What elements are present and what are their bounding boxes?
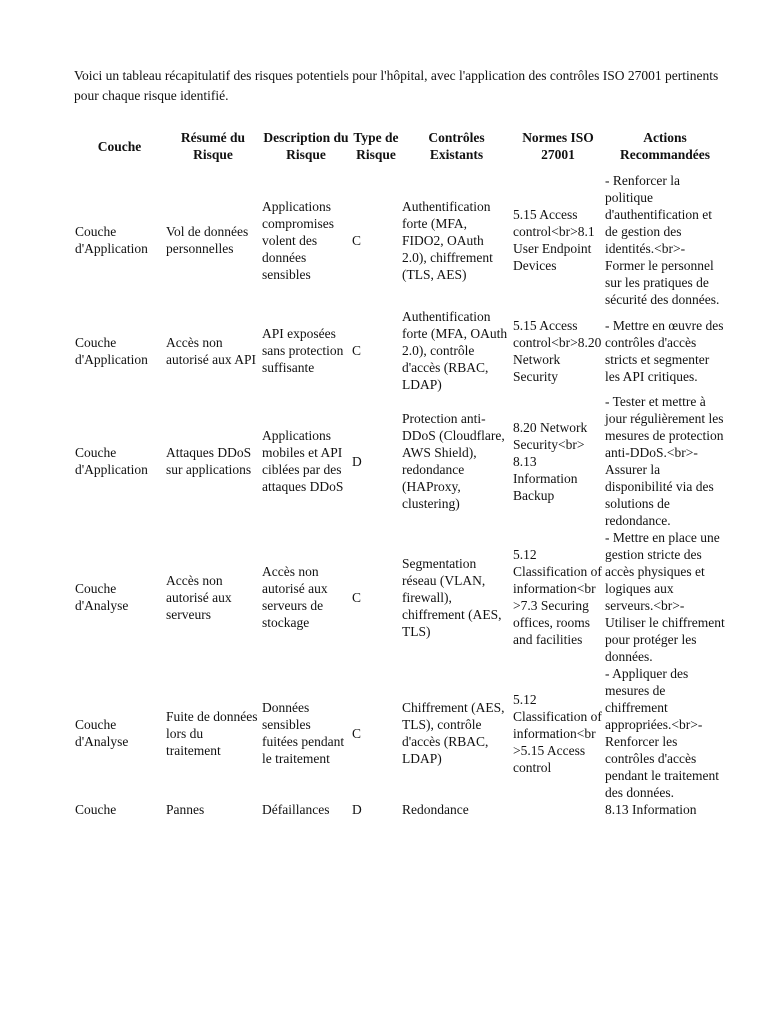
cell-couche: Couche d'Analyse [75,717,129,749]
cell-actions: - Tester et mettre à jour régulièrement les mesures de protection anti-DDoS.<br>- Assurer la disponibilité via des solutions de redondance. [605,394,724,528]
cell-actions: - Appliquer des mesures de chiffrement appropriées.<br>- Renforcer les contrôles d'accès pendant le traitement des données. [605,666,719,800]
header-description: Description du Risque [263,130,349,162]
cell-controles: Protection anti-DDoS (Cloudflare, AWS Shield), redondance (HAProxy, clustering) [402,411,505,511]
cell-resume: Pannes [166,802,205,817]
cell-controles: Segmentation réseau (VLAN, firewall), chiffrement (AES, TLS) [402,555,502,639]
cell-type: D [352,453,362,469]
cell-normes: 5.15 Access control<br>8.20 Network Security [513,317,602,384]
cell-actions: - Renforcer la politique d'authentification et de gestion des identités.<br>- Former le personnel sur les pratiques de sécurité des données. [605,173,720,307]
risk-table [74,120,726,818]
cell-normes [512,801,604,818]
intro-paragraph: Voici un tableau récapitulatif des risques potentiels pour l'hôpital, avec l'application des contrôles ISO 27001 pertinents pour chaque risque identifié. [74,68,719,103]
cell-controles: Redondance [402,802,469,817]
cell-actions: - Mettre en place une gestion stricte des accès physiques et logiques aux serveurs.<br>- Utiliser le chiffrement pour protéger les données. [605,530,725,664]
cell-normes: 5.12 Classification of information<br>7.3 Securing offices, rooms and facilities [513,547,602,647]
cell-actions: - Mettre en œuvre des contrôles d'accès stricts et segmenter les API critiques. [605,317,724,384]
cell-resume: Accès non autorisé aux API [166,334,256,367]
cell-type: D [352,802,362,817]
table-row [74,172,726,308]
cell-description: API exposées sans protection suffisante [262,326,344,375]
cell-controles: Authentification forte (MFA, OAuth 2.0), contrôle d'accès (RBAC, LDAP) [402,309,508,392]
cell-couche: Couche [75,802,117,817]
table-row [74,665,726,801]
cell-couche: Couche d'Analyse [75,581,129,613]
header-resume: Résumé du Risque [180,130,246,162]
cell-description: Accès non autorisé aux serveurs de stockage [262,564,328,630]
cell-description: Applications mobiles et API ciblées par des attaques DDoS [262,428,344,494]
table-row [74,393,726,529]
header-type: Type de Risque [353,130,399,162]
cell-actions: 8.13 Information [605,802,697,817]
cell-resume: Vol de données personnelles [166,224,249,256]
cell-couche: Couche d'Application [75,334,148,367]
cell-couche: Couche d'Application [75,224,148,256]
document-page [74,66,728,818]
cell-normes: 8.20 Network Security<br> 8.13 Information Backup [513,419,588,503]
header-couche: Couche [97,138,142,154]
cell-description: Données sensibles fuitées pendant le traitement [262,700,345,766]
cell-resume: Attaques DDoS sur applications [166,445,252,477]
cell-resume: Fuite de données lors du traitement [166,708,258,758]
cell-controles: Chiffrement (AES, TLS), contrôle d'accès (RBAC, LDAP) [402,700,505,766]
cell-type: C [352,343,362,358]
table-row [74,308,726,393]
cell-type: C [352,232,362,248]
cell-normes: 5.12 Classification of information<br>5.15 Access control [513,691,602,775]
header-actions: Actions Recommandées [620,130,710,162]
cell-couche: Couche d'Application [75,445,148,477]
cell-controles: Authentification forte (MFA, FIDO2, OAuth 2.0), chiffrement (TLS, AES) [402,198,493,282]
cell-type: C [352,589,362,605]
cell-description: Applications compromises volent des données sensibles [262,198,334,282]
cell-normes: 5.15 Access control<br>8.1 User Endpoint Devices [513,207,595,273]
header-normes: Normes ISO 27001 [522,130,594,162]
cell-type: C [352,725,362,741]
cell-description: Défaillances [262,802,330,817]
table-row [74,801,726,818]
table-row [74,529,726,665]
cell-resume: Accès non autorisé aux serveurs [166,572,232,622]
header-controles: Contrôles Existants [428,130,485,162]
table-header-row [74,120,726,172]
